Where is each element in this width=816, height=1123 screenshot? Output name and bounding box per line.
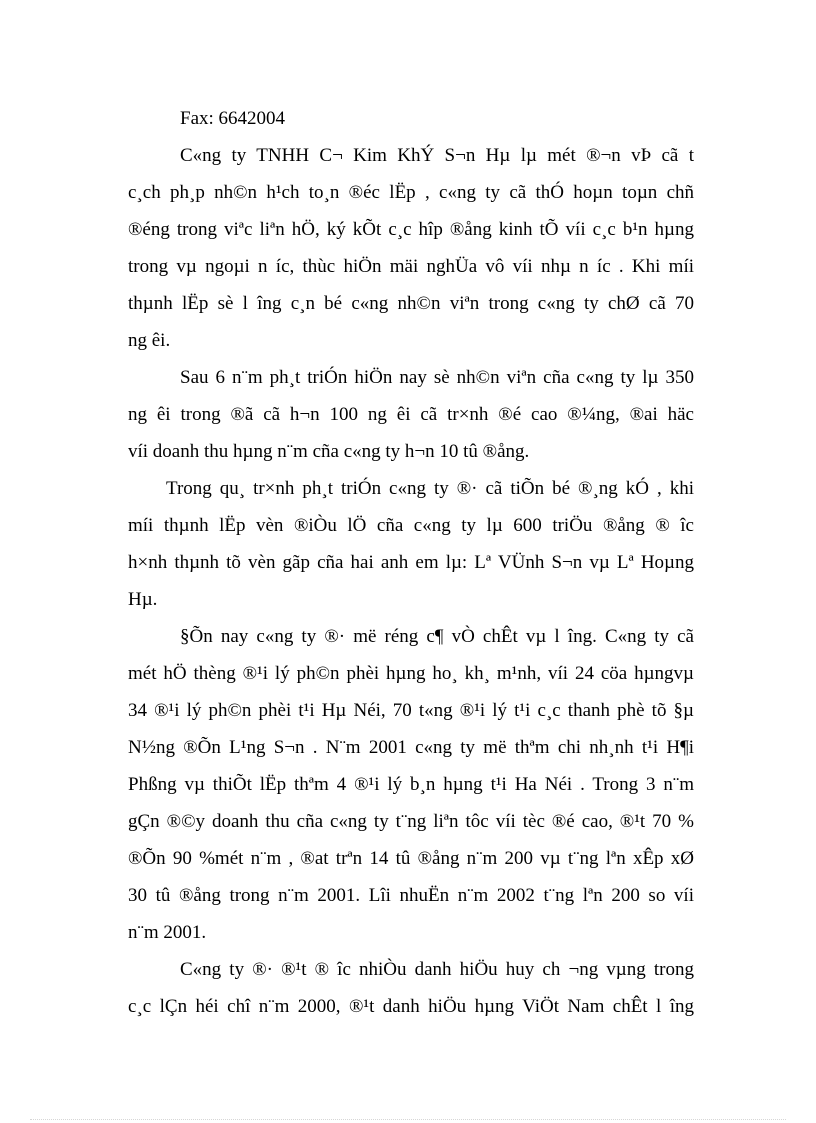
text-line: mét hÖ thèng ®¹i lý ph©n phèi hµng ho¸ kh¸ m¹nh, víi 24 cöa hµngvµ: [128, 663, 694, 684]
text-line: trong vµ ngoµi n íc, thùc hiÖn mäi nghÜa vô víi nhµ n íc . Khi míi: [128, 256, 694, 277]
text-line: gÇn ®©y doanh thu cña c«ng ty t¨ng liªn tôc víi tèc ®é cao, ®¹t 70 %: [128, 811, 694, 832]
text-line: Sau 6 n¨m ph¸t triÓn hiÖn nay sè nh©n viªn cña c«ng ty lµ 350: [180, 367, 694, 388]
body-text: [128, 100, 694, 1025]
page-bottom-rule: [30, 1119, 786, 1120]
text-line: §Õn nay c«ng ty ®· më réng c¶ vÒ chÊt vµ l îng. C«ng ty cã: [180, 626, 694, 647]
text-line: míi thµnh lËp vèn ®iÒu lÖ cña c«ng ty lµ 600 triÖu ®ång ® îc: [128, 515, 694, 536]
text-line: C«ng ty TNHH C¬ Kim KhÝ S¬n Hµ lµ mét ®¬n vÞ cã t: [180, 145, 694, 166]
text-line: 30 tû ®ång trong n¨m 2001. Lîi nhuËn n¨m 2002 t¨ng lªn 200 so víi: [128, 885, 694, 906]
text-line: N½ng ®Õn L¹ng S¬n . N¨m 2001 c«ng ty më thªm chi nh¸nh t¹i H¶i: [128, 737, 694, 758]
text-line: c¸c lÇn héi chî n¨m 2000, ®¹t danh hiÖu hµng ViÖt Nam chÊt l îng: [128, 996, 694, 1017]
text-line: h×nh thµnh tõ vèn gãp cña hai anh em lµ: Lª VÜnh S¬n vµ Lª Hoµng: [128, 552, 694, 573]
text-line: n¨m 2001.: [128, 922, 207, 943]
text-line: Phßng vµ thiÕt lËp thªm 4 ®¹i lý b¸n hµng t¹i Ha Néi . Trong 3 n¨m: [128, 774, 694, 795]
text-line: Trong qu¸ tr×nh ph¸t triÓn c«ng ty ®· cã tiÕn bé ®¸ng kÓ , khi: [166, 478, 694, 499]
text-line: 34 ®¹i lý ph©n phèi t¹i Hµ Néi, 70 t«ng ®¹i lý t¹i c¸c thanh phè tõ §µ: [128, 700, 694, 721]
text-line: ng êi.: [128, 330, 171, 351]
text-line: ®éng trong viªc liªn hÖ, ký kÕt c¸c hîp ®ång kinh tÕ víi c¸c b¹n hµng: [128, 219, 694, 240]
text-line: ®Õn 90 %mét n¨m , ®at trªn 14 tû ®ång n¨m 200 vµ t¨ng lªn xÊp xØ: [128, 848, 694, 869]
text-line: ng êi trong ®ã cã h¬n 100 ng êi cã tr×nh ®é cao ®¼ng, ®ai häc: [128, 404, 694, 425]
text-line: víi doanh thu hµng n¨m cña c«ng ty h¬n 10 tû ®ång.: [128, 441, 530, 462]
text-line: C«ng ty ®· ®¹t ® îc nhiÒu danh hiÖu huy ch ¬ng vµng trong: [180, 959, 694, 980]
text-line: thµnh lËp sè l îng c¸n bé c«ng nh©n viªn trong c«ng ty chØ cã 70: [128, 293, 694, 314]
text-line: Fax: 6642004: [180, 108, 286, 129]
text-line: Hµ.: [128, 589, 158, 610]
text-line: c¸ch ph¸p nh©n h¹ch to¸n ®éc lËp , c«ng ty cã thÓ hoµn toµn chñ: [128, 182, 694, 203]
